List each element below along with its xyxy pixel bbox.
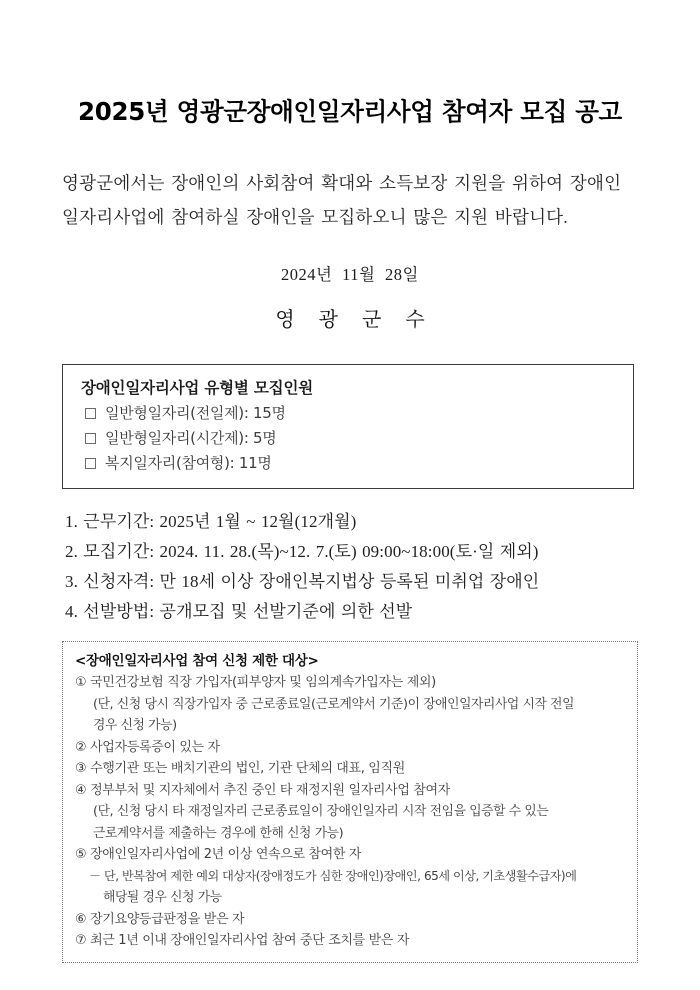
recruitment-count-row-2 — [79, 426, 617, 451]
restriction-line-3: 경우 신청 가능) — [93, 718, 177, 733]
restriction-line-7: (단, 신청 당시 타 재정일자리 근로종료일이 장애인일자리 시작 전임을 입증할 수 있는 — [93, 804, 549, 819]
page-title: 2025년 영광군장애인일자리사업 참여자 모집 공고 — [78, 97, 622, 126]
recruitment-count-label-2: 일반형일자리(시간제): 5명 — [105, 429, 277, 447]
announcement-date: 2024년 11월 28일 — [281, 265, 419, 284]
intro-line-1: 영광군에서는 장애인의 사회참여 확대와 소득보장 지원을 위하여 장애인 — [62, 173, 622, 193]
restriction-box — [62, 641, 638, 963]
restriction-line-8: 근로계약서를 제출하는 경우에 한해 신청 가능) — [93, 825, 344, 841]
details-list — [62, 489, 638, 627]
restriction-line-12: ⑥ 장기요양등급판정을 받은 자 — [75, 911, 245, 927]
recruitment-count-label-1: 일반형일자리(전일제): 15명 — [105, 404, 286, 422]
restriction-line-5: ③ 수행기관 또는 배치기관의 법인, 기관 단체의 대표, 임직원 — [75, 761, 405, 776]
restriction-line-1: ① 국민건강보험 직장 가입자(피부양자 및 임의계속가입자는 제외) — [75, 675, 436, 690]
checkbox-icon — [85, 408, 96, 419]
recruitment-count-box — [62, 364, 634, 489]
restriction-line-10: － 단, 반복참여 제한 예외 대상자(장애정도가 심한 장애인)장애인, 65세 이상, 기초생활수급자)에 — [89, 868, 577, 883]
restriction-line-2: (단, 신청 당시 직장가입자 중 근로종료일(근로계약서 기준)이 장애인일자리사업 시작 전일 — [93, 696, 575, 712]
restriction-line-9: ⑤ 장애인일자리사업에 2년 이상 연속으로 참여한 자 — [75, 847, 362, 862]
recruitment-count-title: 장애인일자리사업 유형별 모집인원 — [81, 379, 313, 397]
details-item-3: 3. 신청자격: 만 18세 이상 장애인복지법상 등록된 미취업 장애인 — [65, 572, 540, 591]
details-item-1: 1. 근무기간: 2025년 1월 ~ 12월(12개월) — [65, 512, 357, 531]
intro-paragraph — [62, 128, 638, 234]
intro-line-2: 일자리사업에 참여하실 장애인을 모집하오니 많은 지원 바랍니다. — [62, 207, 568, 227]
checkbox-icon — [85, 458, 96, 469]
recruitment-count-label-3: 복지일자리(참여형): 11명 — [105, 454, 272, 472]
restriction-title: <장애인일자리사업 참여 신청 제한 대상> — [75, 653, 319, 669]
recruitment-count-row-3 — [79, 451, 617, 476]
details-item-4: 4. 선발방법: 공개모집 및 선발기준에 의한 선발 — [65, 602, 413, 621]
restriction-line-11: 해당될 경우 신청 가능 — [103, 890, 222, 905]
restriction-line-6: ④ 정부부처 및 지자체에서 추진 중인 타 재정지원 일자리사업 참여자 — [75, 782, 450, 798]
signer-name: 영광군수 — [275, 309, 449, 331]
checkbox-icon — [85, 433, 96, 444]
restriction-line-13: ⑦ 최근 1년 이내 장애인일자리사업 참여 중단 조치를 받은 자 — [75, 933, 410, 948]
details-item-2: 2. 모집기간: 2024. 11. 28.(목)~12. 7.(토) 09:00~18:00(토·일 제외) — [65, 542, 539, 561]
restriction-line-4: ② 사업자등록증이 있는 자 — [75, 739, 220, 755]
recruitment-count-row-1 — [79, 401, 617, 426]
